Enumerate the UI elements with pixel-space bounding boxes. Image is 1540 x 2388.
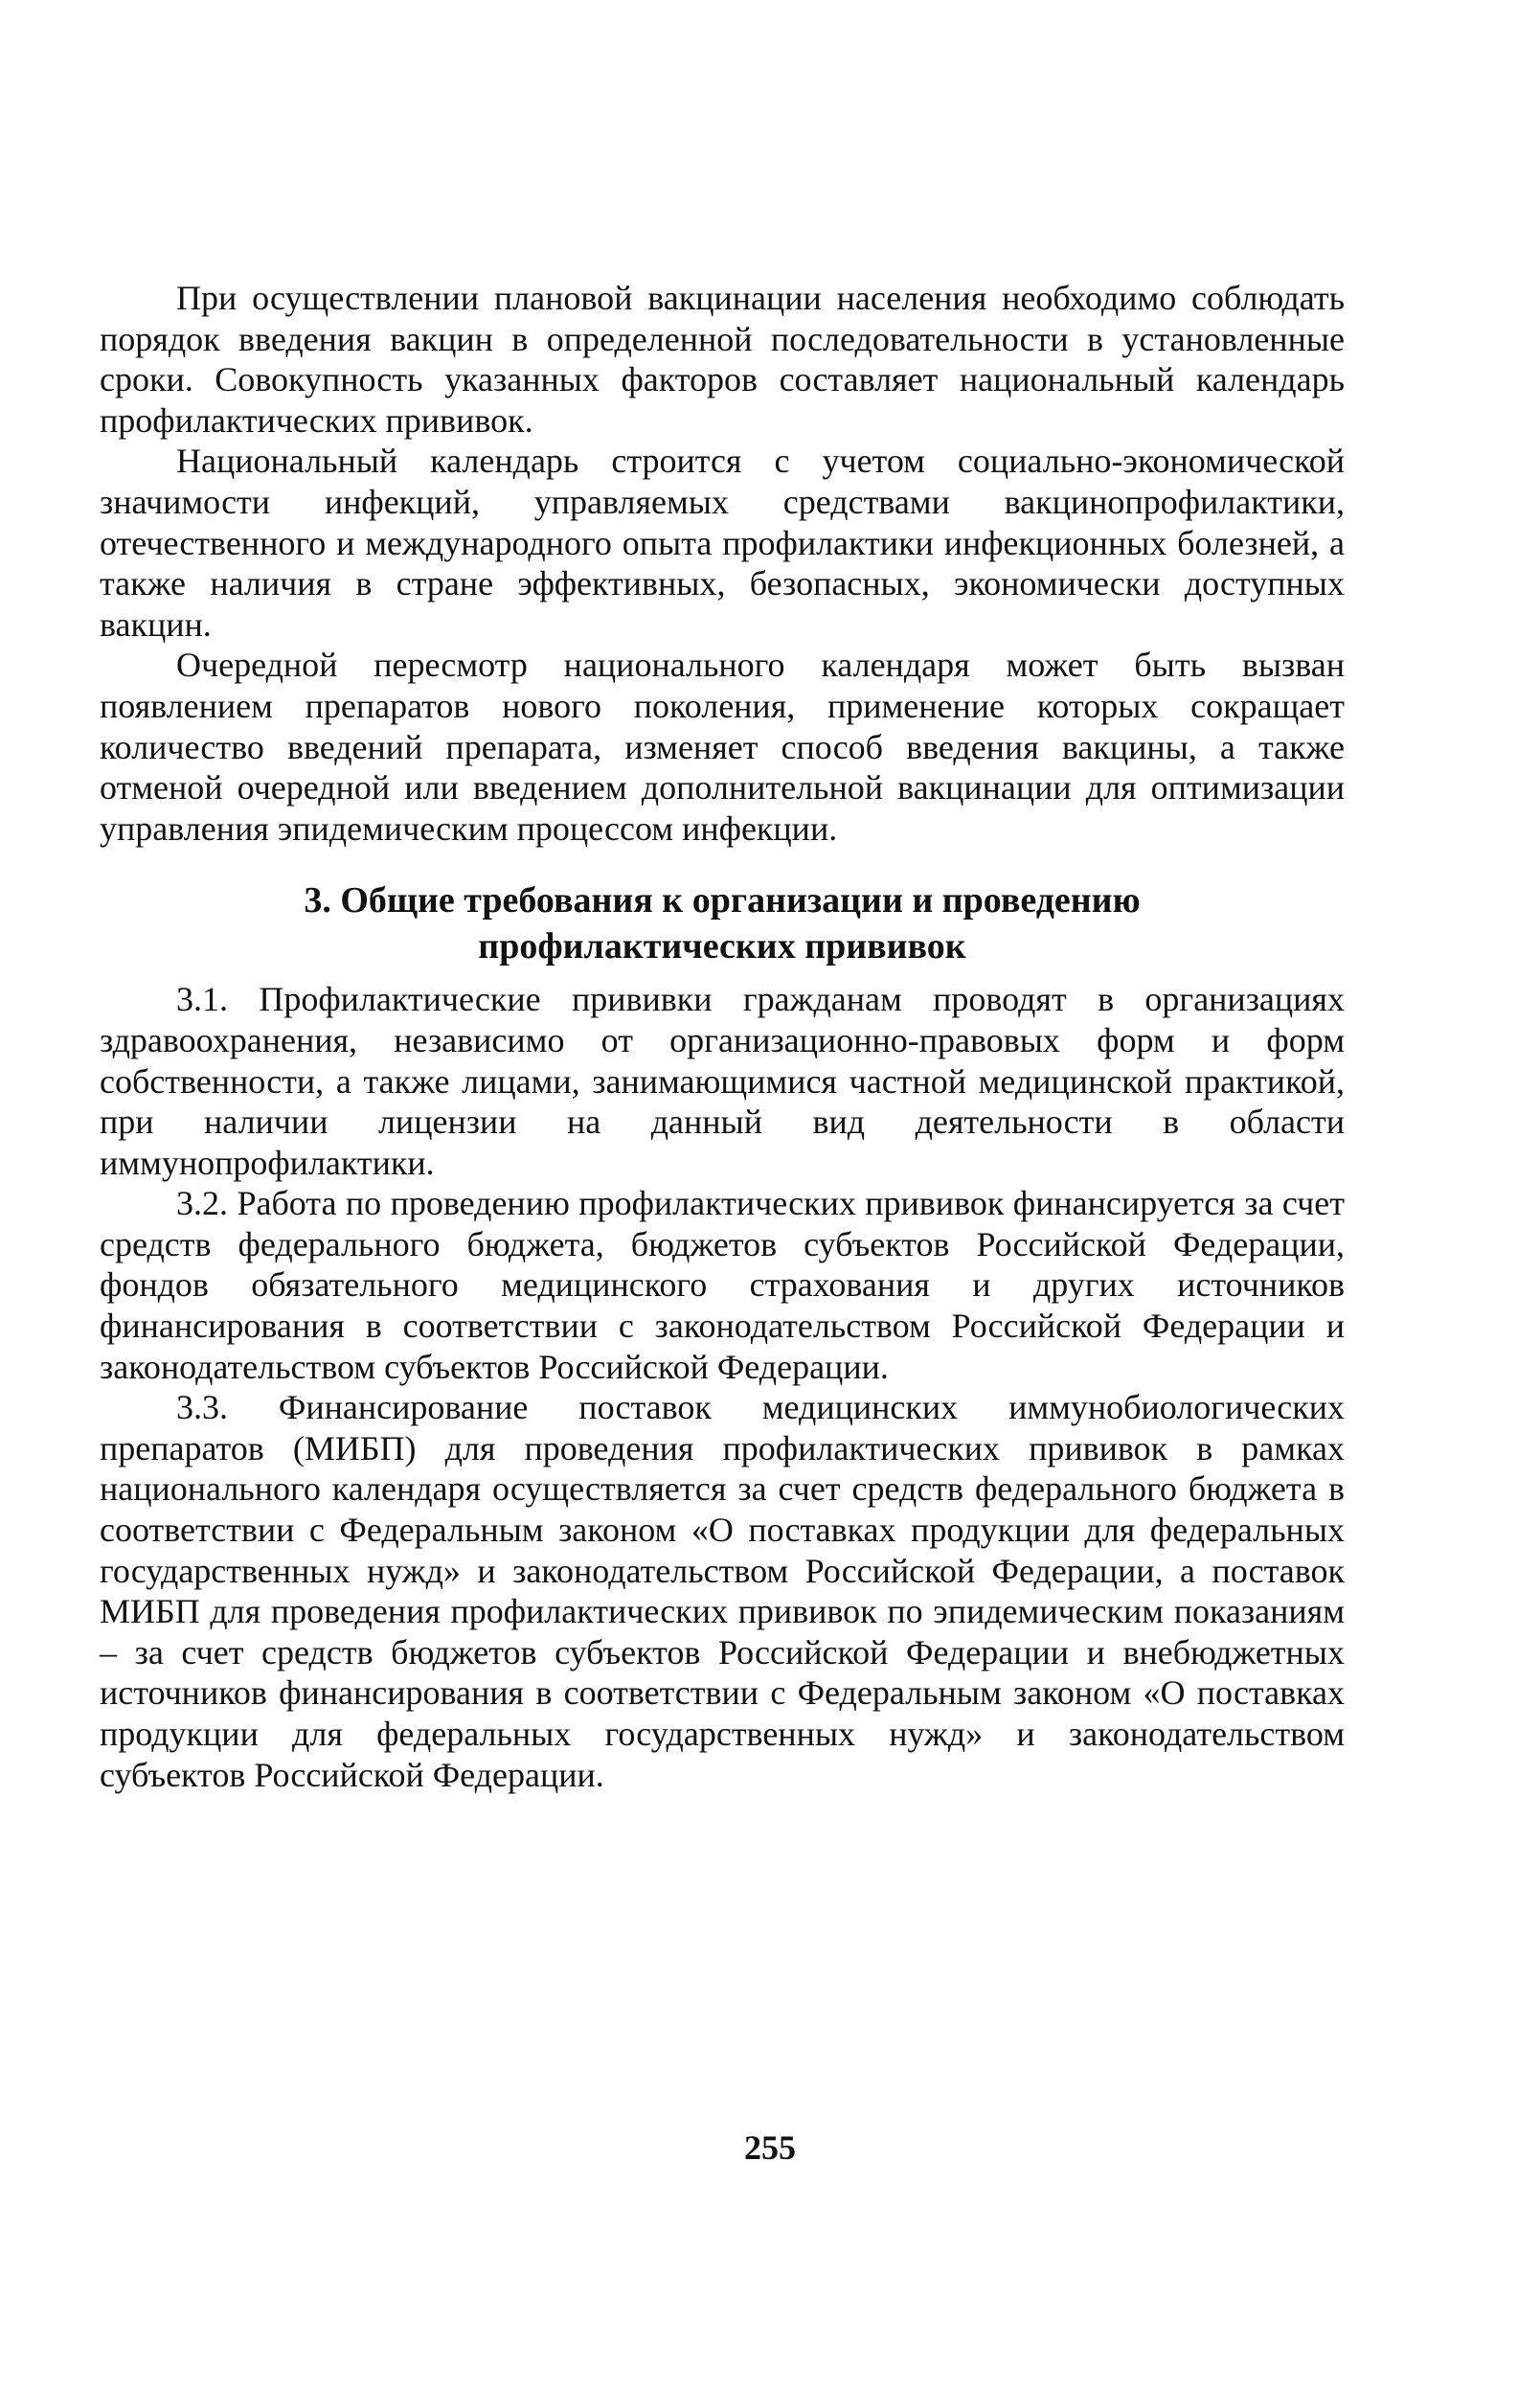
paragraph-national-calendar: Национальный календарь строится с учетом социально-экономической значимости инфекций, управляемых средствами вакцинопрофилактики, отечественного и международного опыта профилактики инфекционных болезней, а также наличия в стране эффективных, безопасных, экономически доступных вакцин. bbox=[100, 442, 1345, 644]
section-3-heading bbox=[100, 877, 1345, 969]
paragraph-3-1: 3.1. Профилактические прививки гражданам проводят в организациях здравоохранения, независимо от организационно-правовых форм и форм собственности, а также лицами, занимающимися частной медицинской практикой, при наличии лицензии на данный вид деятельности в области иммунопрофилактики. bbox=[100, 980, 1345, 1182]
paragraph-3-3: 3.3. Финансирование поставок медицинских иммунобиологических препаратов (МИБП) для проведения профилактических прививок в рамках национального календаря осуществляется за счет средств федерального бюджета в соответствии с Федеральным законом «О поставках продукции для федеральных государственных нужд» и законодательством Российской Федерации, а поставок МИБП для проведения профилактических прививок по эпидемическим показаниям – за счет средств бюджетов субъектов Российской Федерации и внебюджетных источников финансирования в соответствии с Федеральным законом «О поставках продукции для федеральных государственных нужд» и законодательством субъектов Российской Федерации. bbox=[100, 1388, 1345, 1794]
paragraph-calendar-revision: Очередной пересмотр национального календаря может быть вызван появлением препаратов нового поколения, применение которых сокращает количество введений препарата, изменяет способ введения вакцины, а также отменой очередной или введением дополнительной вакцинации для оптимизации управления эпидемическим процессом инфекции. bbox=[100, 646, 1345, 848]
paragraph-3-2: 3.2. Работа по проведению профилактических прививок финансируется за счет средств федерального бюджета, бюджетов субъектов Российской Федерации, фондов обязательного медицинского страхования и других источников финансирования в соответствии с законодательством Российской Федерации и законодательством субъектов Российской Федерации. bbox=[100, 1184, 1345, 1386]
page-number: 255 bbox=[744, 2128, 796, 2167]
paragraph-planned-vaccination: При осуществлении плановой вакцинации населения необходимо соблюдать порядок введения вакцин в определенной последовательности в установленные сроки. Совокупность указанных факторов составляет национальный календарь профилактических прививок. bbox=[100, 279, 1345, 440]
page-body bbox=[100, 278, 1345, 1795]
section-3-heading-line-2: профилактических прививок bbox=[478, 926, 966, 967]
section-3-heading-line-1: 3. Общие требования к организации и проведению bbox=[304, 880, 1141, 921]
